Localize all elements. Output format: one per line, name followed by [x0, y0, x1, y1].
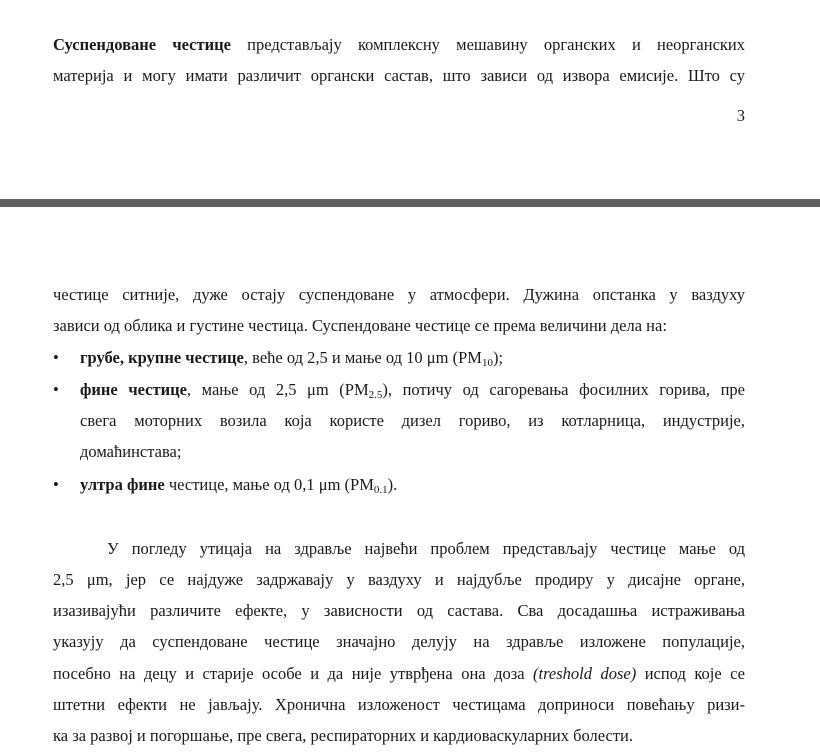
- list-item: [80, 473, 745, 497]
- subscript: 2.5: [368, 389, 383, 401]
- paragraph-line: [53, 662, 745, 686]
- paragraph-line: честице ситније, дуже остају суспендоване у атмосфери. Дужина опстанка у ваздуху: [53, 285, 745, 304]
- text-run: представљају комплексну мешавину органских и неорганских: [230, 35, 745, 54]
- list-item-line: домаћинстава;: [80, 442, 182, 461]
- text-run: испод које се: [636, 664, 745, 683]
- bullet-marker: •: [53, 348, 59, 367]
- italic-term: (treshold dose): [533, 664, 637, 683]
- document-page-top: [0, 0, 820, 200]
- list-item: [80, 378, 745, 402]
- bold-term: фине честице: [80, 380, 187, 399]
- paragraph-line: материја и могу имати различит органски састав, што зависи од извора емисије. Што су: [53, 66, 745, 85]
- text-run: посебно на децу и старије особе и да није утврђена она доза: [53, 664, 534, 683]
- paragraph-line: [53, 33, 745, 57]
- text-run: честице, мање од 0,1 μm (PM: [164, 475, 374, 494]
- page-separator: [0, 199, 820, 207]
- paragraph-line: 2,5 μm, јер се најдуже задржавају у ваздуху и најдубље продиру у дисајне органе,: [53, 570, 745, 589]
- text-run: , мање од 2,5 μm (PM: [186, 380, 369, 399]
- paragraph-line: указују да суспендоване честице значајно делују на здравље изложене популације,: [53, 632, 745, 651]
- bold-term: Суспендоване честице: [53, 35, 231, 54]
- paragraph-line: У погледу утицаја на здравље највећи проблем представљају честице мање од: [107, 539, 745, 558]
- list-item-line: свега моторних возила која користе дизел гориво, из котларница, индустрије,: [80, 411, 745, 430]
- list-item: [80, 346, 745, 370]
- text-run: );: [492, 348, 504, 367]
- text-run: ).: [387, 475, 398, 494]
- text-run: , веће од 2,5 и мање од 10 μm (PM: [243, 348, 482, 367]
- bullet-marker: •: [53, 475, 59, 494]
- subscript: 0.1: [373, 484, 388, 496]
- page-number: 3: [736, 106, 745, 125]
- paragraph-line: зависи од облика и густине честица. Суспендоване честице се према величини дела на:: [53, 316, 667, 335]
- bullet-marker: •: [53, 380, 59, 399]
- subscript: 10: [481, 357, 493, 369]
- paragraph-line: штетни ефекти не јављају. Хронична изложеност честицама доприноси повећању ризи-: [53, 695, 745, 714]
- paragraph-line: изазивајући различите ефекте, у зависности од састава. Сва досадашња истраживања: [53, 601, 745, 620]
- text-run: ), потичу од сагоревања фосилних горива, пре: [382, 380, 745, 399]
- bold-term: грубе, крупне честице: [80, 348, 244, 367]
- bold-term: ултра фине: [80, 475, 165, 494]
- paragraph-line: ка за развој и погоршање, пре свега, респираторних и кардиоваскуларних болести.: [53, 726, 633, 745]
